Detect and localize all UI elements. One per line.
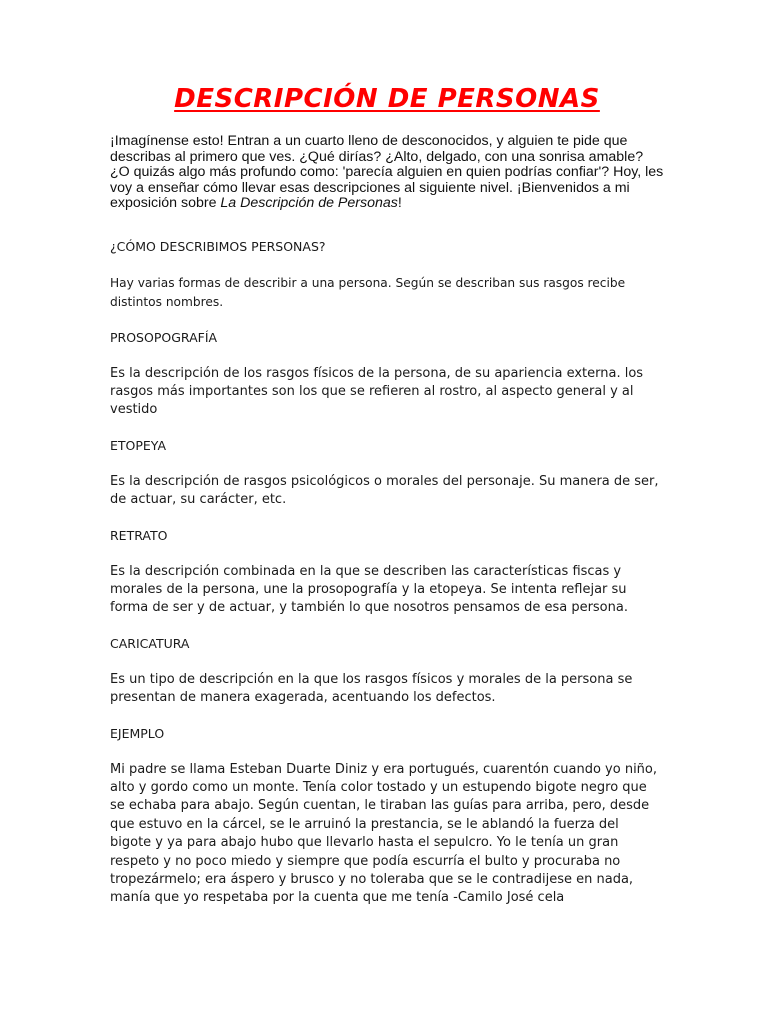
- section-heading-prosopografia: PROSOPOGRAFÍA: [110, 329, 218, 345]
- section-body-caricatura: Es un tipo de descripción en la que los rasgos físicos y morales de la persona se presentan de manera exagerada, acentuando los defectos.: [110, 671, 633, 706]
- section-heading-etopeya: ETOPEYA: [110, 437, 167, 453]
- section-body-etopeya: Es la descripción de rasgos psicológicos o morales del personaje. Su manera de ser, de actuar, su carácter, etc.: [110, 473, 659, 508]
- intro-text: ¡Imagínense esto! Entran a un cuarto lleno de desconocidos, y alguien te pide que describas al primero que ves. ¿Qué dirías? ¿Alto, delgado, con una sonrisa amable? ¿O quizás algo más profundo como: 'parecía alguien en quien podrías confiar'? Hoy, les voy a enseñar cómo llevar esas descripciones al siguiente nivel. ¡Bienvenidos a mi exposición sobre: [110, 133, 664, 211]
- section-heading-ejemplo: EJEMPLO: [110, 725, 165, 741]
- intro-italic-title: La Descripción de Personas: [220, 195, 398, 211]
- intro-text-end: !: [397, 195, 402, 211]
- section-heading-caricatura: CARICATURA: [110, 635, 190, 651]
- section-body-ejemplo: Mi padre se llama Esteban Duarte Diniz y era portugués, cuarentón cuando yo niño, alto y gordo como un monte. Tenía color tostado y un estupendo bigote negro que se echaba para abajo. Según cuentan, le tiraban las guías para arriba, pero, desde que estuvo en la cárcel, se le arruinó la prestancia, se le ablandó la fuerza del bigote y ya para abajo hubo que llevarlo hasta el sepulcro. Yo le tenía un gran respeto y no poco miedo y siempre que podía escurría el bulto y procuraba no tropezármelo; era áspero y brusco y no toleraba que se le contradijese en nada, manía que yo respetaba por la cuenta que me tenía -Camilo José cela: [110, 761, 658, 906]
- question-body: Hay varias formas de describir a una persona. Según se describan sus rasgos recibe distintos nombres.: [110, 275, 626, 309]
- section-body-prosopografia: Es la descripción de los rasgos físicos de la persona, de su apariencia externa. los rasgos más importantes son los que se refieren al rostro, al aspecto general y al vestido: [110, 365, 644, 418]
- question-heading: ¿CÓMO DESCRIBIMOS PERSONAS?: [110, 238, 326, 254]
- section-heading-retrato: RETRATO: [110, 527, 168, 543]
- document-title: DESCRIPCIÓN DE PERSONAS: [174, 84, 600, 114]
- section-body-retrato: Es la descripción combinada en la que se describen las características fiscas y morales de la persona, une la prosopografía y la etopeya. Se intenta reflejar su forma de ser y de actuar, y también lo que nosotros pensamos de esa persona.: [110, 563, 628, 616]
- intro-paragraph: [110, 134, 664, 212]
